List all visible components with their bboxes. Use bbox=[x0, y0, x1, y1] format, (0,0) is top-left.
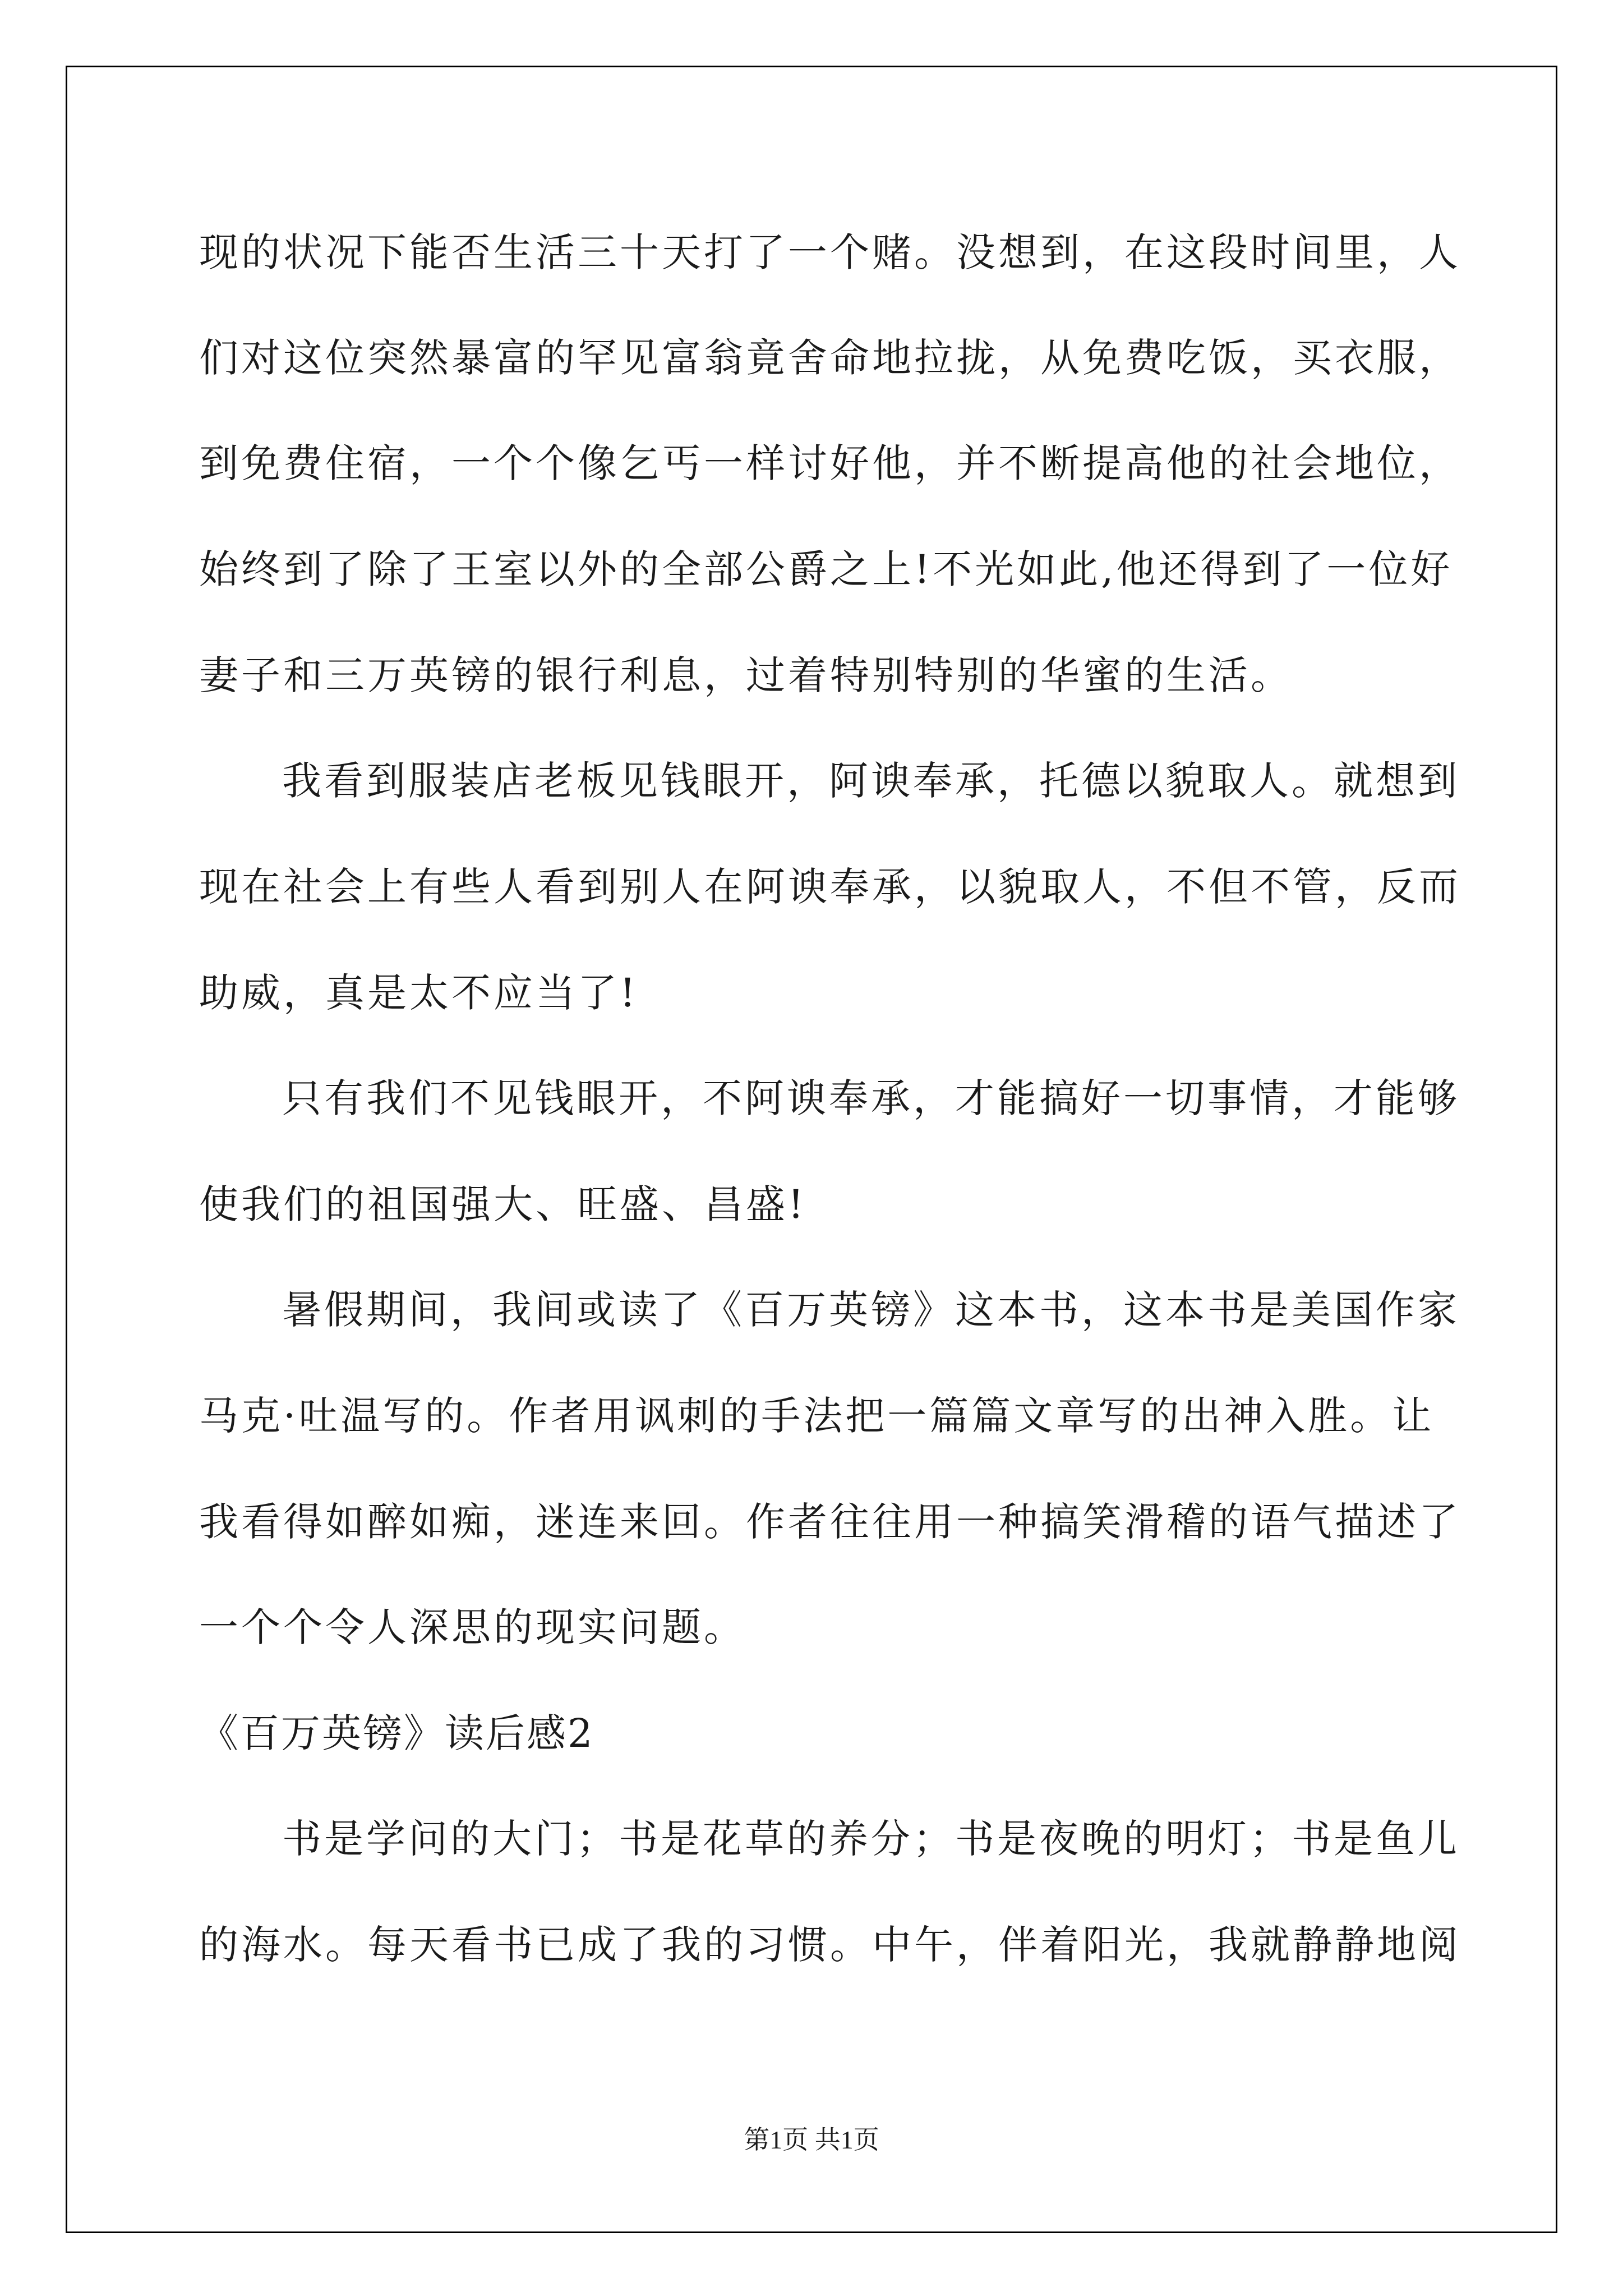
text-line: 现的状况下能否生活三十天打了一个赌。没想到，在这段时间里，人 bbox=[199, 229, 1461, 275]
paragraph-start: 我看到服装店老板见钱眼开，阿谀奉承，托德以貌取人。就想到 bbox=[282, 758, 1460, 804]
text-line: 始终到了除了王室以外的全部公爵之上!不光如此,他还得到了一位好 bbox=[199, 546, 1453, 592]
text-line: 们对这位突然暴富的罕见富翁竟舍命地拉拢，从免费吃饭，买衣服， bbox=[199, 335, 1461, 381]
text-line: 的海水。每天看书已成了我的习惯。中午，伴着阳光，我就静静地阅 bbox=[199, 1922, 1461, 1968]
text-line: 到免费住宿，一个个像乞丐一样讨好他，并不断提高他的社会地位， bbox=[199, 440, 1461, 486]
paragraph-start: 书是学问的大门；书是花草的养分；书是夜晚的明灯；书是鱼儿 bbox=[282, 1816, 1460, 1862]
text-line: 一个个令人深思的现实问题。 bbox=[199, 1604, 746, 1650]
paragraph-start: 只有我们不见钱眼开，不阿谀奉承，才能搞好一切事情，才能够 bbox=[282, 1075, 1460, 1121]
section-heading: 《百万英镑》读后感2 bbox=[199, 1710, 594, 1756]
text-line: 现在社会上有些人看到别人在阿谀奉承，以貌取人，不但不管，反而 bbox=[199, 864, 1461, 910]
page-footer: 第1页 共1页 bbox=[744, 2125, 879, 2154]
text-line: 使我们的祖国强大、旺盛、昌盛! bbox=[199, 1181, 807, 1227]
text-line: 我看得如醉如痴，迷连来回。作者往往用一种搞笑滑稽的语气描述了 bbox=[199, 1499, 1461, 1545]
text-line: 妻子和三万英镑的银行利息，过着特别特别的华蜜的生活。 bbox=[199, 652, 1293, 698]
text-line: 马克·吐温写的。作者用讽刺的手法把一篇篇文章写的出神入胜。让 bbox=[199, 1393, 1435, 1439]
text-line: 助威，真是太不应当了! bbox=[199, 970, 639, 1016]
paragraph-start: 暑假期间，我间或读了《百万英镑》这本书，这本书是美国作家 bbox=[282, 1287, 1460, 1333]
